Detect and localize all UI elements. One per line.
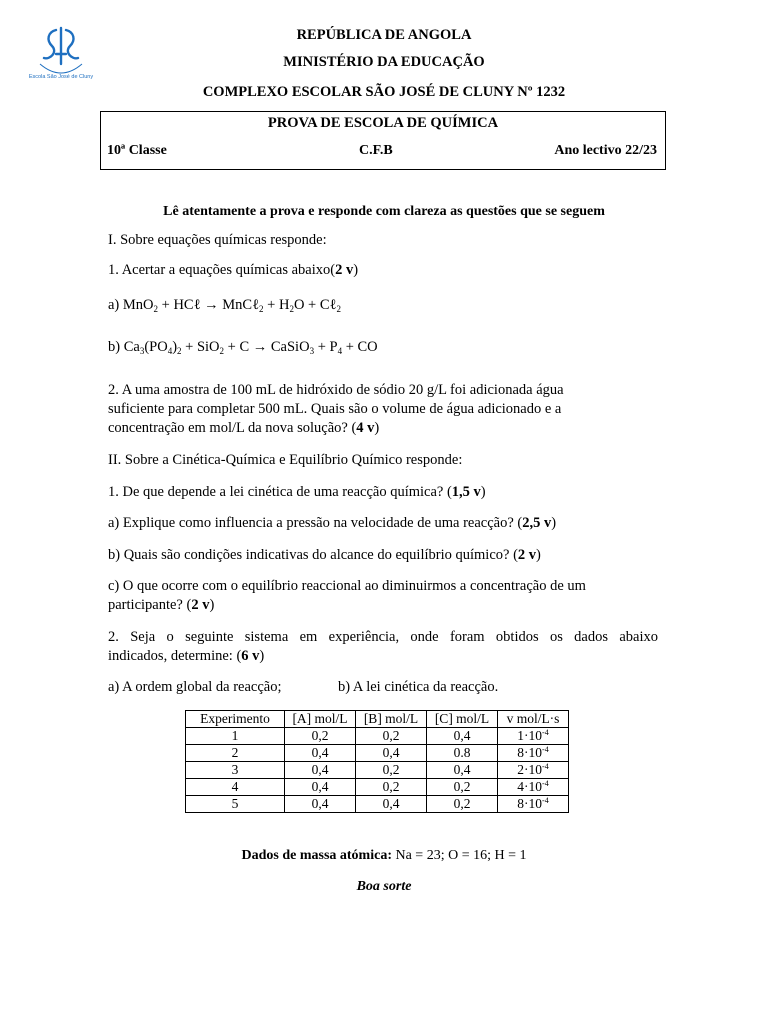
col-header-v: v mol/L·s	[498, 711, 569, 728]
table-row	[186, 779, 569, 796]
cell-b: 0,4	[356, 796, 427, 813]
table-row	[186, 728, 569, 745]
cell-exp: 4	[186, 779, 285, 796]
s2-question1: 1. De que depende a lei cinética de uma reacção química? (1,5 v)	[108, 484, 486, 500]
equation-b: b) $Ca_3(PO_4)_2 + SiO_2 + C$ → CaSiO$_3$ + $P_4$ + CO	[108, 339, 378, 356]
cell-exp: 5	[186, 796, 285, 813]
s2-question2b: b) A lei cinética da reacção.	[338, 679, 499, 695]
table-row	[186, 796, 569, 813]
table-row	[186, 745, 569, 762]
cell-a: 0,2	[285, 728, 356, 745]
good-luck: Boa sorte	[356, 879, 412, 894]
s2-question2a: a) A ordem global da reacção;	[108, 679, 282, 695]
s2-question1b: b) Quais são condições indicativas do alcance do equilíbrio químico? (2 v)	[108, 547, 541, 563]
cell-c: 0,4	[427, 728, 498, 745]
cell-b: 0,4	[356, 745, 427, 762]
s1-question2-line3: concentração em mol/L da nova solução? (4 v)	[108, 420, 380, 436]
col-header-a: [A] mol/L	[285, 711, 356, 728]
header-school: COMPLEXO ESCOLAR SÃO JOSÉ DE CLUNY Nº 1232	[202, 84, 566, 100]
col-header-c: [C] mol/L	[427, 711, 498, 728]
cell-exp: 1	[186, 728, 285, 745]
s2-question1c-line2: participante? (2 v)	[108, 597, 215, 613]
header-ministry: MINISTÉRIO DA EDUCAÇÃO	[283, 54, 485, 70]
cell-a: 0,4	[285, 745, 356, 762]
svg-text:Escola São José de Cluny: Escola São José de Cluny	[28, 74, 94, 80]
cell-b: 0,2	[356, 728, 427, 745]
cell-b: 0,2	[356, 779, 427, 796]
cell-v: $8\cdot 10^{-4}$	[498, 796, 569, 813]
exam-year: Ano lectivo 22/23	[554, 143, 657, 158]
cell-b: 0,2	[356, 762, 427, 779]
cell-exp: 3	[186, 762, 285, 779]
equation-a: a) MnO$_2$ + HCℓ → MnCℓ$_2$ + $H_2O$ + Cℓ$_2$	[108, 297, 341, 314]
s2-question1a: a) Explique como influencia a pressão na velocidade de uma reacção? (2,5 v)	[108, 515, 557, 531]
cell-c: 0,2	[427, 796, 498, 813]
section2-heading: II. Sobre a Cinética-Química e Equilíbrio Químico responde:	[108, 452, 463, 468]
cell-a: 0,4	[285, 779, 356, 796]
s1-question2-line1: 2. A uma amostra de 100 mL de hidróxido de sódio 20 g/L foi adicionada água	[108, 382, 564, 398]
cell-v: $1\cdot 10^{-4}$	[498, 728, 569, 745]
cell-v: $8\cdot 10^{-4}$	[498, 745, 569, 762]
cell-a: 0,4	[285, 796, 356, 813]
cell-exp: 2	[186, 745, 285, 762]
cell-c: 0.8	[427, 745, 498, 762]
s2-question2-line2: indicados, determine: (6 v)	[108, 648, 265, 664]
exam-info-box	[100, 111, 666, 170]
s2-question2-line1: 2. Seja o seguinte sistema em experiência, onde foram obtidos os dados abaixo	[108, 629, 658, 645]
cell-v: $4\cdot 10^{-4}$	[498, 779, 569, 796]
s2-question1c-line1: c) O que ocorre com o equilíbrio reaccional ao diminuirmos a concentração de um	[108, 578, 586, 594]
instruction: Lê atentamente a prova e responde com clareza as questões que se seguem	[163, 204, 605, 219]
exam-course: C.F.B	[359, 143, 393, 158]
section1-heading: I. Sobre equações químicas responde:	[108, 232, 327, 248]
header-republic: REPÚBLICA DE ANGOLA	[296, 27, 472, 43]
table-header-row	[186, 711, 569, 728]
cell-c: 0,2	[427, 779, 498, 796]
atomic-mass-data: Dados de massa atómica: Na = 23; O = 16; H = 1	[241, 848, 527, 863]
col-header-b: [B] mol/L	[356, 711, 427, 728]
col-header-experiment: Experimento	[186, 711, 285, 728]
s1-question1: 1. Acertar a equações químicas abaixo(2 v)	[108, 262, 359, 278]
cell-a: 0,4	[285, 762, 356, 779]
cell-v: $2\cdot 10^{-4}$	[498, 762, 569, 779]
cell-c: 0,4	[427, 762, 498, 779]
table-row	[186, 762, 569, 779]
exam-class: 10ª Classe	[107, 143, 167, 158]
exam-title: PROVA DE ESCOLA DE QUÍMICA	[267, 115, 499, 131]
s1-question2-line2: suficiente para completar 500 mL. Quais são o volume de água adicionado e a	[108, 401, 562, 417]
experiment-table	[185, 710, 569, 813]
